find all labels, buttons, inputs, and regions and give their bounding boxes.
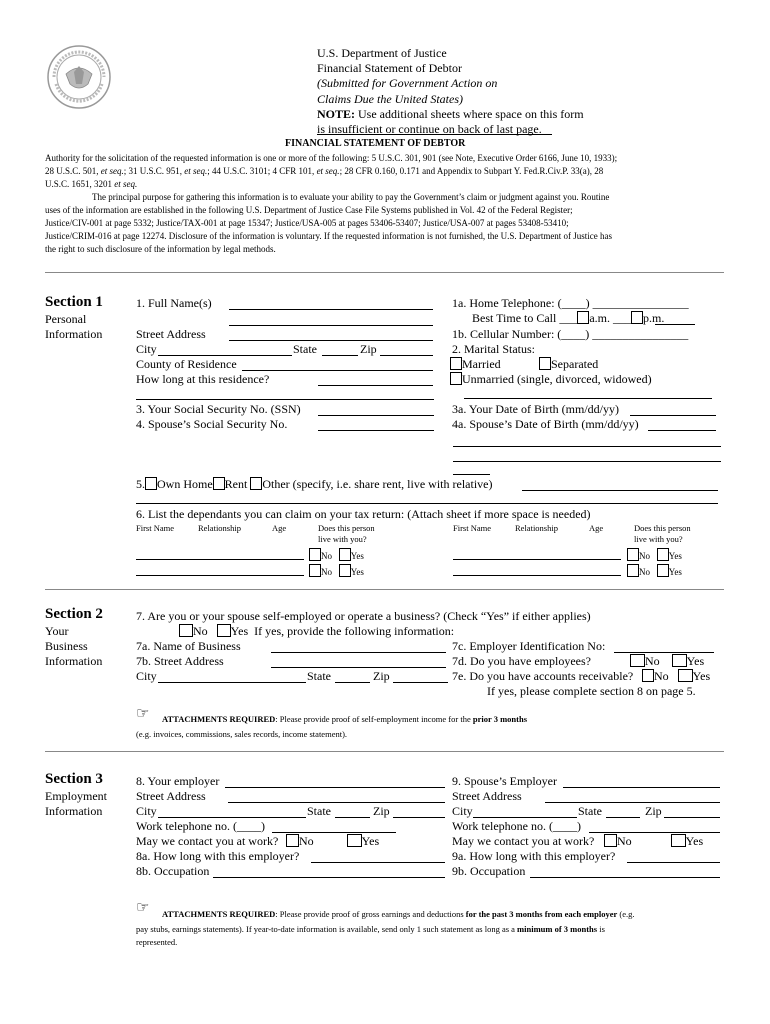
employer-zip-label: Zip [373,804,390,818]
employees-options: No Yes [630,654,704,669]
form-subtitle-1: (Submitted for Government Action on [317,76,498,90]
divider [45,589,724,590]
dependant-2-no-checkbox[interactable] [309,564,321,577]
dependant-2-live: No Yes [309,564,364,577]
dependant-row-4[interactable] [453,575,621,576]
employer-street-label: Street Address [136,789,206,803]
dob-field[interactable] [630,415,716,416]
employment-attachments-line-1: ATTACHMENTS REQUIRED: Please provide proof of gross earnings and deductions for the past 3 months from each employer (e.g. [162,909,635,919]
divider [45,272,724,273]
business-state-label: State [307,669,331,683]
dependant-row-3[interactable] [453,559,621,560]
purpose-line-4: Justice/CRIM-016 at page 12274. Disclosure of the information is voluntary. If the requested information is not furnished, the U.S. Department of Justice has [45,231,613,241]
business-state-field[interactable] [335,682,370,683]
zip-field[interactable] [380,355,433,356]
unmarried-checkbox[interactable] [450,372,462,385]
receivable-label: 7e. Do you have accounts receivable? [452,669,634,683]
employees-yes-checkbox[interactable] [672,654,687,667]
form-subtitle-2: Claims Due the United States) [317,92,463,106]
section-2-sub-1: Your [45,624,69,638]
city-label: City [136,342,157,356]
county-label: County of Residence [136,357,237,371]
section-1-sub-2: Information [45,327,103,341]
employment-attachments-line-2: pay stubs, earnings statements). If year-to-date information is available, send only 1 such statement as long as a minimum of 3 months is [136,924,605,934]
business-street-field[interactable] [271,667,446,668]
work-tel-field[interactable] [272,832,396,833]
spouse-contact-options: No Yes [604,834,703,849]
employer-zip-field[interactable] [393,817,445,818]
purpose-line-1: The principal purpose for gathering this information is to evaluate your ability to pay the Government’s claim or judgment against you. Routine [92,192,610,202]
receivable-yes-checkbox[interactable] [678,669,693,682]
work-tel-label: Work telephone no. (____) [136,819,265,833]
spouse-city-label: City [452,804,473,818]
col-live-2: live with you? [318,534,367,544]
state-field[interactable] [322,355,358,356]
dependants-label: 6. List the dependants you can claim on your tax return: (Attach sheet if more space is needed) [136,507,591,521]
how-long-label: How long at this residence? [136,372,270,386]
spouse-ssn-field[interactable] [318,430,434,431]
dependant-4-no-checkbox[interactable] [627,564,639,577]
employees-no-checkbox[interactable] [630,654,645,667]
employer-field[interactable] [225,787,445,788]
form-title: Financial Statement of Debtor [317,61,462,75]
full-name-field-2[interactable] [229,325,433,326]
business-name-label: 7a. Name of Business [136,639,241,653]
business-street-label: 7b. Street Address [136,654,224,668]
spouse-occupation-label: 9b. Occupation [452,864,526,878]
spouse-ssn-label: 4. Spouse’s Social Security No. [136,417,288,431]
separated-option[interactable]: Separated [539,357,598,372]
receivable-options: No Yes [642,669,710,684]
dependant-4-live: No Yes [627,564,682,577]
business-name-field[interactable] [271,652,446,653]
contact-at-work-label: May we contact you at work? [136,834,279,848]
employer-how-long-label: 8a. How long with this employer? [136,849,300,863]
contact-at-work-options: No Yes [286,834,379,849]
receivable-no-checkbox[interactable] [642,669,654,682]
dob-label: 3a. Your Date of Birth (mm/dd/yy) [452,402,619,416]
section-2-sub-2: Business [45,639,88,653]
county-field[interactable] [242,370,433,371]
col-live-2-2: live with you? [634,534,683,544]
marital-label: 2. Marital Status: [452,342,535,356]
self-employed-question: 7. Are you or your spouse self-employed or operate a business? (Check “Yes” if either applies) [136,609,591,623]
full-name-field[interactable] [229,309,433,310]
street-label: Street Address [136,327,206,341]
col-first-name-2: First Name [453,523,492,533]
section-3-sub-1: Employment [45,789,107,803]
col-relationship-2: Relationship [515,523,558,533]
purpose-line-2: uses of the information are established in the following U.S. Department of Justice Case File Systems published in Vol. 42 of the Federal Register; [45,205,573,215]
ein-field[interactable] [614,652,714,653]
occupation-label: 8b. Occupation [136,864,210,878]
spouse-contact-no-checkbox[interactable] [604,834,617,847]
best-time-label: Best Time to Call ___ a.m. ___ p.m. [472,311,665,325]
other-specify-field[interactable] [522,490,718,491]
employment-attachments-line-3: represented. [136,937,178,947]
dependant-row-2[interactable] [136,575,304,576]
self-employed-options: No Yes If yes, provide the following information: [179,624,454,639]
section-3-sub-2: Information [45,804,103,818]
street-field[interactable] [229,340,433,341]
col-live-1-2: Does this person [634,523,691,533]
employer-city-field[interactable] [158,817,306,818]
spouse-state-field[interactable] [606,817,640,818]
best-time-pm-checkbox[interactable] [631,311,643,324]
dependant-1-live: No Yes [309,548,364,561]
employees-label: 7d. Do you have employees? [452,654,591,668]
self-employed-no-checkbox[interactable] [179,624,193,637]
contact-yes-checkbox[interactable] [347,834,362,847]
purpose-line-3: Justice/CIV-001 at page 5332; Justice/TAX-001 at page 15347; Justice/USA-005 at pages 53406-53407; Justice/USA-007 at pages 53408-53410; [45,218,569,228]
spouse-city-field[interactable] [473,817,577,818]
business-attachments-note: ATTACHMENTS REQUIRED: Please provide proof of self-employment income for the prior 3 months [162,714,528,724]
unmarried-option[interactable]: Unmarried (single, divorced, widowed) [450,372,652,387]
spouse-how-long-field[interactable] [627,862,720,863]
spouse-dob-field[interactable] [648,430,716,431]
business-attachments-eg: (e.g. invoices, commissions, sales records, income statement). [136,729,348,739]
spouse-contact-yes-checkbox[interactable] [671,834,686,847]
dependant-2-yes-checkbox[interactable] [339,564,351,577]
pointing-hand-icon: ☞ [136,706,150,722]
col-age-2: Age [589,523,604,533]
spouse-work-tel-field[interactable] [589,832,720,833]
employer-state-label: State [307,804,331,818]
ssn-label: 3. Your Social Security No. (SSN) [136,402,301,416]
section-2-heading: Section 2 [45,606,103,622]
state-label: State [293,342,317,356]
dependant-4-yes-checkbox[interactable] [657,564,669,577]
spouse-street-field[interactable] [545,802,720,803]
col-relationship: Relationship [198,523,241,533]
authority-line-2: 28 U.S.C. 501, et seq.; 31 U.S.C. 951, et seq.; 44 U.S.C. 3101; 4 CFR 101, et seq.; 28 CFR 0.160, 0.171 and Appendix to Subpart Y. Fed.R.Civ.P. 33(a), 28 [45,166,604,176]
section-1-sub-1: Personal [45,312,87,326]
see-section-8-note: If yes, please complete section 8 on page 5. [487,684,696,698]
pointing-hand-icon: ☞ [136,900,150,916]
spouse-employer-field[interactable] [563,787,720,788]
ssn-field[interactable] [318,415,434,416]
married-option[interactable]: Married [450,357,501,372]
business-city-field[interactable] [158,682,306,683]
statement-title: FINANCIAL STATEMENT OF DEBTOR [285,138,466,149]
full-name-label: 1. Full Name(s) [136,296,212,310]
spouse-dob-label: 4a. Spouse’s Date of Birth (mm/dd/yy) [452,417,639,431]
col-first-name: First Name [136,523,175,533]
authority-line-3: U.S.C. 1651, 3201 et seq. [45,179,138,189]
spouse-occupation-field[interactable] [530,877,720,878]
contact-no-checkbox[interactable] [286,834,299,847]
section-1-heading: Section 1 [45,294,103,310]
authority-line-1: Authority for the solicitation of the requested information is one or more of the following: 5 U.S.C. 301, 901 (see Note, Executive Order 6166, June 10, 1933); [45,153,618,163]
dependant-1-yes-checkbox[interactable] [339,548,351,561]
occupation-field[interactable] [213,877,445,878]
spouse-zip-label: Zip [645,804,662,818]
ein-label: 7c. Employer Identification No: [452,639,606,653]
residence-type-row: 5. Own Home Rent Other (specify, i.e. share rent, live with relative) [136,477,493,491]
spouse-contact-label: May we contact you at work? [452,834,595,848]
married-checkbox[interactable] [450,357,462,370]
employer-state-field[interactable] [335,817,370,818]
note-line-2: is insufficient or continue on back of last page. [317,122,542,136]
business-city-label: City [136,669,157,683]
dependant-3-live: No Yes [627,548,682,561]
spouse-work-tel-label: Work telephone no. (____) [452,819,581,833]
home-tel-label: 1a. Home Telephone: (____) ________________ [452,296,689,310]
spouse-how-long-label: 9a. How long with this employer? [452,849,616,863]
dependant-3-no-checkbox[interactable] [627,548,639,561]
col-age: Age [272,523,287,533]
note-line-1: NOTE: Use additional sheets where space on this form [317,107,584,121]
section-2-sub-3: Information [45,654,103,668]
dependant-3-yes-checkbox[interactable] [657,548,669,561]
employer-street-field[interactable] [228,802,445,803]
how-long-field[interactable] [318,385,433,386]
cell-label: 1b. Cellular Number: (____) ________________ [452,327,689,341]
other-checkbox[interactable] [250,477,262,490]
dependant-row-1[interactable] [136,559,304,560]
self-employed-yes-checkbox[interactable] [217,624,231,637]
best-time-am-checkbox[interactable] [577,311,589,324]
col-live-1: Does this person [318,523,375,533]
separated-checkbox[interactable] [539,357,551,370]
rent-checkbox[interactable] [213,477,225,490]
employer-city-label: City [136,804,157,818]
business-zip-field[interactable] [393,682,448,683]
purpose-line-5: the right to such disclosure of the information by legal methods. [45,244,276,254]
spouse-street-label: Street Address [452,789,522,803]
city-field[interactable] [158,355,292,356]
zip-label: Zip [360,342,377,356]
business-zip-label: Zip [373,669,390,683]
spouse-state-label: State [578,804,602,818]
divider [45,751,724,752]
spouse-employer-label: 9. Spouse’s Employer [452,774,557,788]
agency-name: U.S. Department of Justice [317,46,447,60]
spouse-zip-field[interactable] [664,817,720,818]
employer-how-long-field[interactable] [311,862,445,863]
employer-label: 8. Your employer [136,774,220,788]
doj-seal [46,44,112,115]
section-3-heading: Section 3 [45,771,103,787]
dependant-1-no-checkbox[interactable] [309,548,321,561]
own-home-checkbox[interactable] [145,477,157,490]
